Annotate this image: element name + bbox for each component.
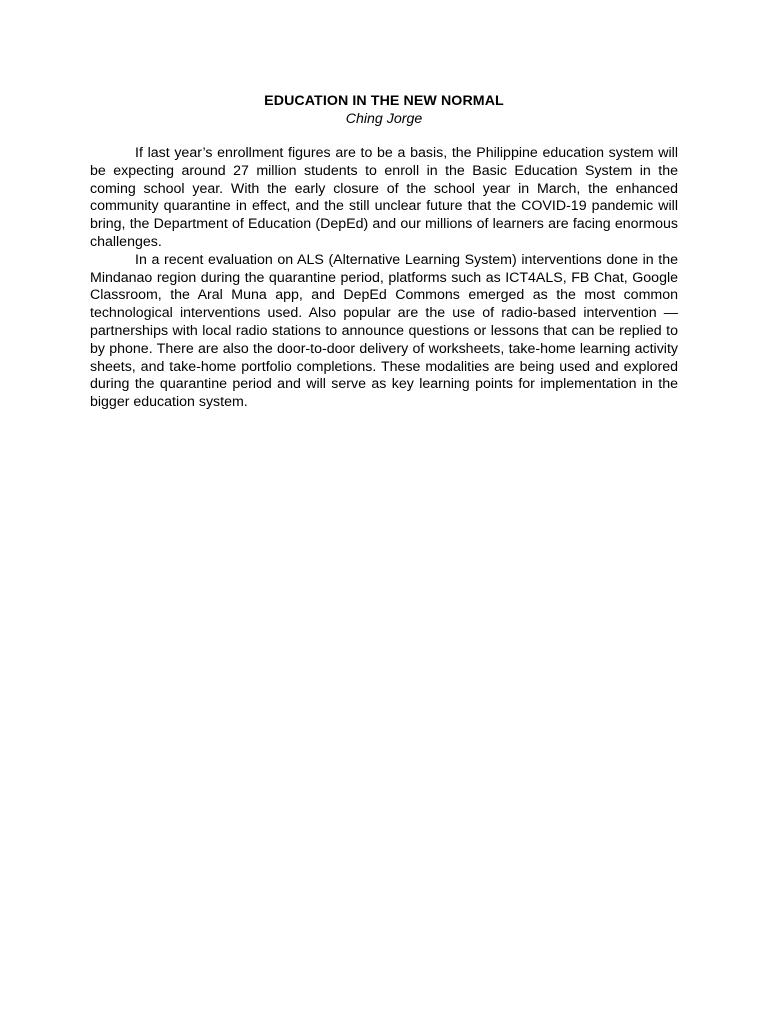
document-title: EDUCATION IN THE NEW NORMAL xyxy=(264,93,504,109)
paragraph-1: If last year’s enrollment figures are to be a basis, the Philippine education system will be expecting around 27 million students to enroll in the Basic Education System in the coming school year. With the early closure of the school year in March, the enhanced community quarantine in effect, and the still unclear future that the COVID-19 pandemic will bring, the Department of Education (DepEd) and our millions of learners are facing enormous challenges. xyxy=(90,145,678,250)
document-author: Ching Jorge xyxy=(345,111,423,127)
document-page xyxy=(90,92,678,412)
paragraph-2: In a recent evaluation on ALS (Alternative Learning System) interventions done in the Mindanao region during the quarantine period, platforms such as ICT4ALS, FB Chat, Google Classroom, the Aral Muna app, and DepEd Commons emerged as the most common technological interventions used. Also popular are the use of radio-based intervention — partnerships with local radio stations to announce questions or lessons that can be replied to by phone. There are also the door-to-door delivery of worksheets, take-home learning activity sheets, and take-home portfolio completions. These modalities are being used and explored during the quarantine period and will serve as key learning points for implementation in the bigger education system. xyxy=(90,251,678,411)
